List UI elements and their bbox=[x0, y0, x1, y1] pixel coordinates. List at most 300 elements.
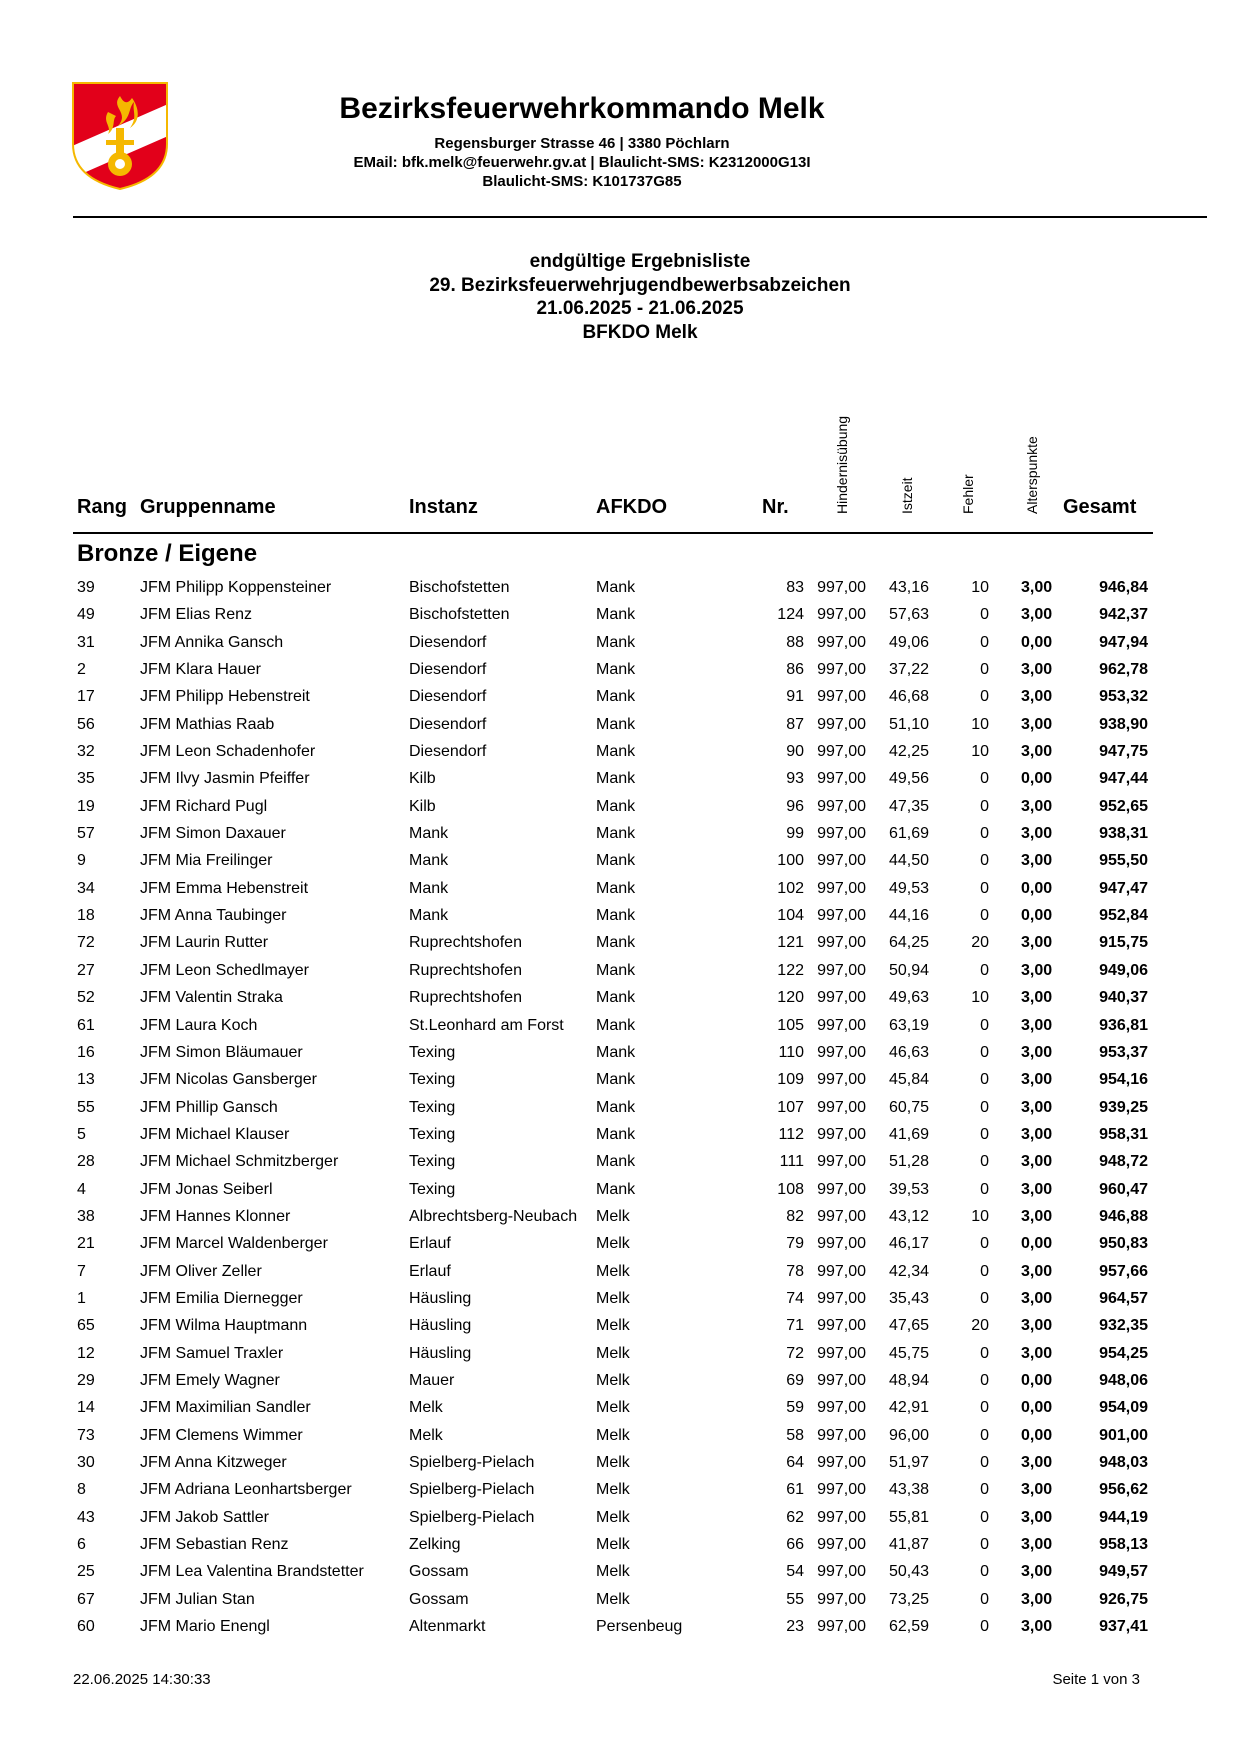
table-row bbox=[0, 1394, 1240, 1421]
table-row bbox=[0, 629, 1240, 656]
cell-rang: 32 bbox=[77, 743, 95, 761]
cell-hindernis: 997,00 bbox=[817, 1536, 866, 1554]
cell-istzeit: 42,34 bbox=[889, 1262, 930, 1280]
date-range: 21.06.2025 - 21.06.2025 bbox=[536, 298, 744, 319]
cell-afkdo: Mank bbox=[596, 1153, 636, 1171]
cell-istzeit: 61,69 bbox=[889, 825, 930, 843]
cell-istzeit: 47,65 bbox=[889, 1317, 930, 1335]
cell-instanz: Altenmarkt bbox=[409, 1618, 486, 1636]
col-header-hindernis: Hindernisübung bbox=[834, 415, 850, 514]
cell-gruppenname: JFM Clemens Wimmer bbox=[140, 1426, 303, 1444]
cell-gesamt: 949,06 bbox=[1099, 961, 1148, 979]
cell-istzeit: 41,69 bbox=[889, 1125, 930, 1143]
cell-gesamt: 915,75 bbox=[1099, 934, 1148, 952]
cell-gruppenname: JFM Richard Pugl bbox=[140, 797, 268, 815]
organizer: BFKDO Melk bbox=[582, 322, 698, 343]
cell-alterspunkte: 0,00 bbox=[1021, 907, 1053, 925]
cell-gruppenname: JFM Lea Valentina Brandstetter bbox=[140, 1563, 364, 1581]
cell-fehler: 0 bbox=[980, 825, 989, 843]
cell-instanz: Ruprechtshofen bbox=[409, 934, 522, 952]
table-row bbox=[0, 574, 1240, 601]
cell-istzeit: 96,00 bbox=[889, 1426, 930, 1444]
cell-hindernis: 997,00 bbox=[817, 1153, 866, 1171]
cell-afkdo: Persenbeug bbox=[596, 1618, 683, 1636]
cell-istzeit: 51,10 bbox=[889, 715, 930, 733]
cell-afkdo: Melk bbox=[596, 1235, 630, 1253]
cell-rang: 1 bbox=[77, 1289, 86, 1307]
cell-afkdo: Melk bbox=[596, 1399, 630, 1417]
cell-gruppenname: JFM Mia Freilinger bbox=[140, 852, 273, 870]
table-row bbox=[0, 1285, 1240, 1312]
cell-gruppenname: JFM Emely Wagner bbox=[140, 1371, 280, 1389]
cell-hindernis: 997,00 bbox=[817, 1125, 866, 1143]
cell-nr: 23 bbox=[786, 1618, 804, 1636]
cell-fehler: 0 bbox=[980, 879, 989, 897]
cell-gesamt: 901,00 bbox=[1099, 1426, 1148, 1444]
col-header-gruppenname: Gruppenname bbox=[140, 496, 276, 518]
cell-instanz: Erlauf bbox=[409, 1235, 451, 1253]
cell-istzeit: 42,91 bbox=[889, 1399, 930, 1417]
cell-hindernis: 997,00 bbox=[817, 1399, 866, 1417]
cell-hindernis: 997,00 bbox=[817, 743, 866, 761]
table-row bbox=[0, 984, 1240, 1011]
col-header-fehler: Fehler bbox=[960, 474, 976, 514]
cell-rang: 21 bbox=[77, 1235, 95, 1253]
col-header-gesamt: Gesamt bbox=[1063, 496, 1137, 518]
cell-fehler: 0 bbox=[980, 1289, 989, 1307]
cell-gruppenname: JFM Anna Kitzweger bbox=[140, 1454, 287, 1471]
cell-rang: 29 bbox=[77, 1371, 95, 1389]
cell-nr: 96 bbox=[786, 797, 804, 815]
cell-nr: 112 bbox=[778, 1125, 804, 1143]
cell-gruppenname: JFM Maximilian Sandler bbox=[140, 1399, 311, 1417]
cell-alterspunkte: 3,00 bbox=[1021, 1289, 1053, 1307]
cell-hindernis: 997,00 bbox=[817, 1618, 866, 1636]
cell-hindernis: 997,00 bbox=[817, 1317, 866, 1335]
cell-instanz: Häusling bbox=[409, 1344, 472, 1362]
cell-alterspunkte: 3,00 bbox=[1021, 1180, 1053, 1198]
cell-instanz: Gossam bbox=[409, 1563, 469, 1581]
cell-instanz: Texing bbox=[409, 1125, 456, 1143]
table-row bbox=[0, 1121, 1240, 1148]
cell-hindernis: 997,00 bbox=[817, 907, 866, 925]
cell-instanz: Albrechtsberg-Neubach bbox=[409, 1207, 578, 1225]
cell-rang: 61 bbox=[77, 1016, 95, 1034]
cell-fehler: 0 bbox=[980, 1071, 989, 1089]
cell-fehler: 10 bbox=[971, 715, 989, 733]
cell-istzeit: 51,28 bbox=[889, 1153, 930, 1171]
cell-fehler: 10 bbox=[971, 989, 989, 1007]
cell-rang: 56 bbox=[77, 715, 95, 733]
cell-nr: 108 bbox=[777, 1180, 804, 1198]
cell-instanz: Mank bbox=[409, 879, 449, 897]
cell-hindernis: 997,00 bbox=[817, 934, 866, 952]
cell-instanz: Mank bbox=[409, 852, 449, 870]
cell-alterspunkte: 3,00 bbox=[1021, 715, 1053, 733]
cell-alterspunkte: 3,00 bbox=[1021, 743, 1053, 761]
table-row bbox=[0, 1449, 1240, 1476]
cell-fehler: 0 bbox=[980, 1426, 989, 1444]
header-divider bbox=[73, 216, 1207, 218]
cell-hindernis: 997,00 bbox=[817, 989, 866, 1007]
cell-gruppenname: JFM Wilma Hauptmann bbox=[140, 1317, 308, 1335]
cell-instanz: Kilb bbox=[409, 797, 436, 815]
cell-hindernis: 997,00 bbox=[817, 579, 866, 596]
cell-instanz: Texing bbox=[409, 1180, 456, 1198]
cell-nr: 86 bbox=[786, 661, 804, 679]
cell-alterspunkte: 3,00 bbox=[1021, 1043, 1053, 1061]
cell-gruppenname: JFM Anna Taubinger bbox=[140, 907, 287, 925]
cell-afkdo: Mank bbox=[596, 1043, 636, 1061]
column-header-divider bbox=[73, 532, 1153, 534]
table-row bbox=[0, 1476, 1240, 1503]
cell-istzeit: 50,43 bbox=[889, 1563, 930, 1581]
cell-hindernis: 997,00 bbox=[817, 1289, 866, 1307]
cell-nr: 62 bbox=[786, 1508, 804, 1526]
cell-nr: 124 bbox=[777, 606, 804, 624]
cell-gesamt: 946,88 bbox=[1099, 1207, 1148, 1225]
cell-alterspunkte: 3,00 bbox=[1021, 606, 1053, 624]
cell-fehler: 10 bbox=[971, 743, 989, 761]
cell-rang: 14 bbox=[77, 1399, 95, 1417]
cell-alterspunkte: 3,00 bbox=[1021, 1590, 1053, 1608]
cell-nr: 102 bbox=[777, 879, 804, 897]
cell-nr: 83 bbox=[786, 579, 804, 596]
cell-nr: 100 bbox=[777, 852, 804, 870]
cell-alterspunkte: 0,00 bbox=[1021, 1399, 1053, 1417]
cell-istzeit: 37,22 bbox=[889, 661, 930, 679]
col-header-alterspunkte: Alterspunkte bbox=[1024, 436, 1040, 514]
table-row bbox=[0, 929, 1240, 956]
cell-instanz: Spielberg-Pielach bbox=[409, 1508, 535, 1526]
cell-instanz: Texing bbox=[409, 1153, 456, 1171]
cell-afkdo: Melk bbox=[596, 1481, 630, 1499]
table-row bbox=[0, 738, 1240, 765]
table-row bbox=[0, 1558, 1240, 1585]
cell-gesamt: 960,47 bbox=[1099, 1180, 1148, 1198]
table-row bbox=[0, 1422, 1240, 1449]
cell-gesamt: 946,84 bbox=[1099, 579, 1148, 596]
cell-nr: 72 bbox=[786, 1344, 804, 1362]
table-row bbox=[0, 711, 1240, 738]
cell-afkdo: Mank bbox=[596, 1016, 636, 1034]
cell-instanz: St.Leonhard am Forst bbox=[409, 1016, 564, 1034]
table-row bbox=[0, 1039, 1240, 1066]
cell-istzeit: 46,63 bbox=[889, 1043, 930, 1061]
cell-gruppenname: JFM Simon Bläumauer bbox=[140, 1043, 303, 1061]
cell-nr: 61 bbox=[786, 1481, 804, 1499]
cell-gesamt: 956,62 bbox=[1099, 1481, 1148, 1499]
cell-afkdo: Mank bbox=[596, 715, 636, 733]
table-row bbox=[0, 601, 1240, 628]
cell-gruppenname: JFM Marcel Waldenberger bbox=[140, 1235, 328, 1253]
cell-gruppenname: JFM Adriana Leonhartsberger bbox=[140, 1481, 352, 1499]
cell-istzeit: 51,97 bbox=[889, 1454, 930, 1471]
cell-rang: 28 bbox=[77, 1153, 95, 1171]
cell-hindernis: 997,00 bbox=[817, 1098, 866, 1116]
cell-gesamt: 942,37 bbox=[1099, 606, 1148, 624]
cell-instanz: Erlauf bbox=[409, 1262, 451, 1280]
cell-fehler: 0 bbox=[980, 797, 989, 815]
cell-gesamt: 936,81 bbox=[1099, 1016, 1148, 1034]
cell-fehler: 20 bbox=[971, 1317, 989, 1335]
cell-nr: 55 bbox=[786, 1590, 804, 1608]
cell-hindernis: 997,00 bbox=[817, 1235, 866, 1253]
cell-gesamt: 958,13 bbox=[1099, 1536, 1148, 1554]
cell-nr: 71 bbox=[786, 1317, 804, 1335]
table-row bbox=[0, 1340, 1240, 1367]
cell-afkdo: Melk bbox=[596, 1590, 630, 1608]
cell-afkdo: Mank bbox=[596, 825, 636, 843]
table-row bbox=[0, 847, 1240, 874]
cell-gesamt: 964,57 bbox=[1099, 1289, 1148, 1307]
table-row bbox=[0, 765, 1240, 792]
cell-afkdo: Mank bbox=[596, 1180, 636, 1198]
cell-rang: 8 bbox=[77, 1481, 86, 1499]
cell-nr: 121 bbox=[777, 934, 804, 952]
cell-gesamt: 954,09 bbox=[1099, 1399, 1148, 1417]
cell-instanz: Bischofstetten bbox=[409, 606, 510, 624]
cell-alterspunkte: 3,00 bbox=[1021, 989, 1053, 1007]
cell-rang: 55 bbox=[77, 1098, 95, 1116]
cell-instanz: Spielberg-Pielach bbox=[409, 1454, 535, 1471]
sms-line: Blaulicht-SMS: K101737G85 bbox=[482, 173, 682, 190]
cell-instanz: Häusling bbox=[409, 1289, 472, 1307]
cell-afkdo: Mank bbox=[596, 661, 636, 679]
cell-gruppenname: JFM Hannes Klonner bbox=[140, 1207, 291, 1225]
cell-gesamt: 947,94 bbox=[1099, 633, 1148, 651]
cell-gruppenname: JFM Julian Stan bbox=[140, 1590, 255, 1608]
cell-fehler: 0 bbox=[980, 961, 989, 979]
cell-rang: 65 bbox=[77, 1317, 95, 1335]
cell-rang: 30 bbox=[77, 1454, 95, 1471]
cell-hindernis: 997,00 bbox=[817, 661, 866, 679]
cell-instanz: Texing bbox=[409, 1043, 456, 1061]
cell-nr: 59 bbox=[786, 1399, 804, 1417]
cell-alterspunkte: 3,00 bbox=[1021, 1125, 1053, 1143]
cell-alterspunkte: 3,00 bbox=[1021, 797, 1053, 815]
cell-fehler: 0 bbox=[980, 1399, 989, 1417]
cell-fehler: 0 bbox=[980, 1016, 989, 1034]
cell-instanz: Spielberg-Pielach bbox=[409, 1481, 535, 1499]
cell-afkdo: Mank bbox=[596, 1125, 636, 1143]
cell-gruppenname: JFM Mario Enengl bbox=[140, 1618, 270, 1636]
cell-afkdo: Melk bbox=[596, 1426, 630, 1444]
cell-alterspunkte: 3,00 bbox=[1021, 688, 1053, 706]
cell-gesamt: 958,31 bbox=[1099, 1125, 1148, 1143]
cell-instanz: Diesendorf bbox=[409, 661, 487, 679]
cell-nr: 91 bbox=[786, 688, 804, 706]
cell-instanz: Mank bbox=[409, 825, 449, 843]
cell-istzeit: 45,75 bbox=[889, 1344, 930, 1362]
cell-hindernis: 997,00 bbox=[817, 688, 866, 706]
cell-istzeit: 44,16 bbox=[889, 907, 930, 925]
table-row bbox=[0, 656, 1240, 683]
cell-nr: 74 bbox=[786, 1289, 804, 1307]
cell-gruppenname: JFM Emma Hebenstreit bbox=[140, 879, 309, 897]
cell-instanz: Melk bbox=[409, 1399, 443, 1417]
cell-afkdo: Melk bbox=[596, 1508, 630, 1526]
table-row bbox=[0, 1012, 1240, 1039]
cell-fehler: 0 bbox=[980, 1590, 989, 1608]
cell-afkdo: Mank bbox=[596, 989, 636, 1007]
cell-gruppenname: JFM Laurin Rutter bbox=[140, 934, 269, 952]
cell-istzeit: 49,53 bbox=[889, 879, 930, 897]
table-row bbox=[0, 1312, 1240, 1339]
cell-gruppenname: JFM Leon Schedlmayer bbox=[140, 961, 309, 979]
table-row bbox=[0, 820, 1240, 847]
cell-istzeit: 49,56 bbox=[889, 770, 930, 788]
cell-hindernis: 997,00 bbox=[817, 1071, 866, 1089]
cell-instanz: Mank bbox=[409, 907, 449, 925]
cell-istzeit: 44,50 bbox=[889, 852, 930, 870]
cell-rang: 7 bbox=[77, 1262, 86, 1280]
cell-afkdo: Mank bbox=[596, 743, 636, 761]
document-title: endgültige Ergebnisliste bbox=[529, 251, 751, 272]
cell-rang: 35 bbox=[77, 770, 95, 788]
cell-rang: 9 bbox=[77, 852, 86, 870]
cell-gesamt: 953,32 bbox=[1099, 688, 1148, 706]
cell-nr: 109 bbox=[777, 1071, 804, 1089]
cell-istzeit: 43,12 bbox=[889, 1207, 930, 1225]
cell-fehler: 0 bbox=[980, 1618, 989, 1636]
cell-alterspunkte: 3,00 bbox=[1021, 1016, 1053, 1034]
cell-gruppenname: JFM Laura Koch bbox=[140, 1016, 258, 1034]
cell-fehler: 10 bbox=[971, 1207, 989, 1225]
cell-rang: 6 bbox=[77, 1536, 86, 1554]
cell-rang: 5 bbox=[77, 1125, 86, 1143]
cell-hindernis: 997,00 bbox=[817, 1508, 866, 1526]
cell-gesamt: 947,47 bbox=[1099, 879, 1148, 897]
cell-hindernis: 997,00 bbox=[817, 633, 866, 651]
cell-rang: 38 bbox=[77, 1207, 95, 1225]
cell-gesamt: 947,75 bbox=[1099, 743, 1148, 761]
cell-gesamt: 947,44 bbox=[1099, 770, 1148, 788]
col-header-rang: Rang bbox=[77, 496, 127, 518]
cell-fehler: 0 bbox=[980, 1481, 989, 1499]
cell-alterspunkte: 3,00 bbox=[1021, 1481, 1053, 1499]
cell-nr: 87 bbox=[786, 715, 804, 733]
cell-nr: 120 bbox=[777, 989, 804, 1007]
cell-gesamt: 953,37 bbox=[1099, 1043, 1148, 1061]
cell-fehler: 0 bbox=[980, 852, 989, 870]
cell-alterspunkte: 3,00 bbox=[1021, 1071, 1053, 1089]
cell-istzeit: 39,53 bbox=[889, 1180, 930, 1198]
cell-gruppenname: JFM Sebastian Renz bbox=[140, 1536, 289, 1554]
cell-hindernis: 997,00 bbox=[817, 606, 866, 624]
cell-istzeit: 73,25 bbox=[889, 1590, 930, 1608]
cell-afkdo: Mank bbox=[596, 688, 636, 706]
cell-alterspunkte: 0,00 bbox=[1021, 1426, 1053, 1444]
cell-rang: 60 bbox=[77, 1618, 95, 1636]
cell-gesamt: 957,66 bbox=[1099, 1262, 1148, 1280]
cell-fehler: 0 bbox=[980, 1508, 989, 1526]
cell-rang: 39 bbox=[77, 579, 95, 596]
footer-page-number: Seite 1 von 3 bbox=[1052, 1671, 1140, 1688]
cell-gruppenname: JFM Leon Schadenhofer bbox=[140, 743, 316, 761]
cell-hindernis: 997,00 bbox=[817, 1563, 866, 1581]
cell-alterspunkte: 3,00 bbox=[1021, 1262, 1053, 1280]
cell-rang: 16 bbox=[77, 1043, 95, 1061]
col-header-nr: Nr. bbox=[762, 496, 789, 518]
cell-nr: 69 bbox=[786, 1371, 804, 1389]
cell-rang: 49 bbox=[77, 606, 95, 624]
cell-alterspunkte: 3,00 bbox=[1021, 1317, 1053, 1335]
table-row bbox=[0, 1258, 1240, 1285]
cell-hindernis: 997,00 bbox=[817, 1454, 866, 1471]
contact-line: EMail: bfk.melk@feuerwehr.gv.at | Blaulicht-SMS: K2312000G13I bbox=[353, 154, 811, 171]
cell-fehler: 0 bbox=[980, 688, 989, 706]
cell-gruppenname: JFM Mathias Raab bbox=[140, 715, 275, 733]
cell-alterspunkte: 3,00 bbox=[1021, 661, 1053, 679]
cell-afkdo: Mank bbox=[596, 606, 636, 624]
cell-gruppenname: JFM Annika Gansch bbox=[140, 633, 284, 651]
cell-gruppenname: JFM Philipp Koppensteiner bbox=[140, 579, 332, 596]
cell-hindernis: 997,00 bbox=[817, 1371, 866, 1389]
cell-hindernis: 997,00 bbox=[817, 852, 866, 870]
cell-hindernis: 997,00 bbox=[817, 1481, 866, 1499]
cell-fehler: 0 bbox=[980, 633, 989, 651]
cell-gruppenname: JFM Klara Hauer bbox=[140, 661, 261, 679]
cell-istzeit: 63,19 bbox=[889, 1016, 930, 1034]
cell-istzeit: 35,43 bbox=[889, 1289, 930, 1307]
cell-fehler: 20 bbox=[971, 934, 989, 952]
cell-istzeit: 46,17 bbox=[889, 1235, 930, 1253]
cell-fehler: 0 bbox=[980, 1153, 989, 1171]
col-header-afkdo: AFKDO bbox=[596, 496, 668, 518]
table-row bbox=[0, 902, 1240, 929]
cell-hindernis: 997,00 bbox=[817, 770, 866, 788]
cell-hindernis: 997,00 bbox=[817, 1043, 866, 1061]
cell-nr: 104 bbox=[777, 907, 804, 925]
cell-gesamt: 949,57 bbox=[1099, 1563, 1148, 1581]
cell-gruppenname: JFM Valentin Straka bbox=[140, 989, 283, 1007]
cell-rang: 31 bbox=[77, 633, 95, 651]
cell-nr: 58 bbox=[786, 1426, 804, 1444]
cell-instanz: Häusling bbox=[409, 1317, 472, 1335]
cell-nr: 78 bbox=[786, 1262, 804, 1280]
cell-afkdo: Mank bbox=[596, 934, 636, 952]
cell-istzeit: 48,94 bbox=[889, 1371, 930, 1389]
cell-rang: 17 bbox=[77, 688, 95, 706]
cell-fehler: 10 bbox=[971, 579, 989, 596]
results-table bbox=[0, 574, 1240, 1640]
cell-istzeit: 49,06 bbox=[889, 633, 930, 651]
cell-rang: 72 bbox=[77, 934, 95, 952]
cell-fehler: 0 bbox=[980, 1125, 989, 1143]
cell-instanz: Melk bbox=[409, 1426, 443, 1444]
cell-instanz: Texing bbox=[409, 1098, 456, 1116]
table-row bbox=[0, 1367, 1240, 1394]
cell-afkdo: Mank bbox=[596, 1071, 636, 1089]
cell-alterspunkte: 3,00 bbox=[1021, 1207, 1053, 1225]
cell-nr: 107 bbox=[777, 1098, 804, 1116]
table-row bbox=[0, 683, 1240, 710]
cell-istzeit: 55,81 bbox=[889, 1508, 930, 1526]
cell-nr: 88 bbox=[786, 633, 804, 651]
cell-alterspunkte: 3,00 bbox=[1021, 1153, 1053, 1171]
cell-hindernis: 997,00 bbox=[817, 1180, 866, 1198]
cell-afkdo: Mank bbox=[596, 633, 636, 651]
cell-instanz: Gossam bbox=[409, 1590, 469, 1608]
cell-gesamt: 939,25 bbox=[1099, 1098, 1148, 1116]
cell-rang: 73 bbox=[77, 1426, 95, 1444]
cell-gruppenname: JFM Nicolas Gansberger bbox=[140, 1071, 317, 1089]
cell-istzeit: 43,16 bbox=[889, 579, 930, 596]
cell-nr: 82 bbox=[786, 1207, 804, 1225]
address-line: Regensburger Strasse 46 | 3380 Pöchlarn bbox=[434, 135, 730, 152]
cell-alterspunkte: 3,00 bbox=[1021, 1344, 1053, 1362]
